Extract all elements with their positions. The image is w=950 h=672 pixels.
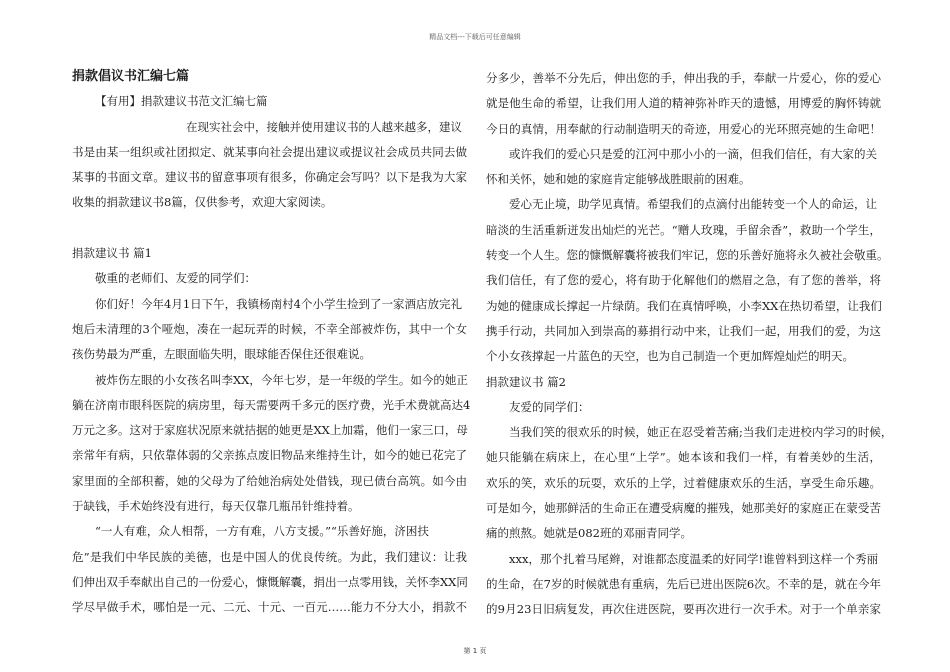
text-line: 捐款建议书 篇2 (486, 374, 566, 389)
text-line: 炮后未清理的3个哑炮，凑在一起玩弄的时候，不幸全部被炸伤，其中一个女 (72, 321, 467, 336)
text-line: 个小女孩撑起一片蓝色的天空，也为自己制造一个更加辉煌灿烂的明天。 (486, 349, 854, 364)
text-line: 转变一个人生。您的慷慨解囊将被我们牢记，您的乐善好施将永久被社会敬重。 (486, 248, 889, 263)
text-line: 的9月23日旧病复发，再次住进医院，要再次进行一次手术。对于一个单亲家 (486, 602, 881, 617)
text-line: 携手行动，共同加入到崇高的募捐行动中来，让我们一起，用我们的爱，为这 (486, 323, 881, 338)
text-line: 被炸伤左眼的小女孩名叫李XX，今年七岁，是一年级的学生。如今的她正 (95, 372, 468, 387)
text-line: 家里面的全部积蓄，她的父母为了给她治病处处借钱，现已债台高筑。如今由 (72, 473, 467, 488)
text-line: 学尽早做手术，哪怕是一元、二元、十元、一百元……能力不分大小，捐款不 (72, 600, 467, 615)
page-header: 精品文档---下载后可任意编辑 (429, 33, 521, 41)
text-line: 当我们笑的很欢乐的时候，她正在忍受着苦痛;当我们走进校内学习的时候， (509, 425, 893, 440)
text-line: 就是他生命的希望，让我们用人道的精神弥补昨天的遗憾，用博爱的胸怀铸就 (486, 96, 881, 111)
text-line: 们伸出双手奉献出自己的一份爱心，慷慨解囊，捐出一点零用钱，关怀李XX同 (72, 574, 468, 589)
text-line: 欢乐的笑，欢乐的玩耍，欢乐的上学，过着健康欢乐的生活，享受生命乐趣。 (486, 475, 881, 490)
text-line: 某事的书面文章。建议书的留意事项有很多，你确定会写吗？以下是我为大家 (72, 170, 467, 185)
text-line: 孩伤势最为严重，左眼面临失明，眼球能否保住还很难说。 (72, 347, 371, 362)
text-line: 今日的真情，用奉献的行动制造明天的奇迹，用爱心的光环照亮她的生命吧！ (486, 121, 881, 136)
text-line: 我们信任，有了您的爱心，将有助于化解他们的燃眉之急，有了您的善举，将 (486, 273, 881, 288)
text-line: 万元之多。这对于家庭状况原来就拮据的她更是XX上加霜，他们一家三口，母 (72, 423, 468, 438)
text-line: 可是如今，她那鲜活的生命正在遭受病魔的摧残，她那美好的家庭正在蒙受苦 (486, 501, 881, 516)
text-line: “一人有难，众人相帮，一方有难，八方支援。”“乐善好施，济困扶 (95, 524, 429, 539)
text-line: 书是由某一组织或社团拟定、就某事向社会提出建议或提议社会成员共同去做 (72, 144, 467, 159)
text-line: 收集的捐款建议书8篇，仅供参考，欢迎大家阅读。 (72, 195, 333, 210)
text-line: xxx，那个扎着马尾辫，对谁都态度温柔的好同学!谁曾料到这样一个秀丽 (509, 551, 879, 566)
text-line: 于缺钱，手术始终没有进行，每天仅靠几瓶吊针维持着。 (72, 499, 360, 514)
text-line: 躺在济南市眼科医院的病房里，每天需要两千多元的医疗费，光手术费就高达4 (72, 397, 471, 412)
text-line: 痛的煎熬。她就是082班的邓丽青同学。 (486, 526, 692, 541)
text-line: 分多少，善举不分先后，伸出您的手，伸出我的手，奉献一片爱心，你的爱心 (486, 71, 881, 85)
text-line: 暗淡的生活重新迸发出灿烂的光芒。“赠人玫瑰，手留余香”，救助一个学生， (486, 222, 881, 237)
text-line: 的生命，在7岁的时候就患有重病，先后已进出医院6次。不幸的是，就在今年 (486, 576, 881, 591)
page-footer: 第 1 页 (463, 647, 487, 655)
text-line: 捐款建议书 篇1 (72, 246, 152, 261)
text-line: 在现实社会中，接触并使用建议书的人越来越多，建议 (186, 119, 462, 134)
text-line: 爱心无止境，助学见真情。希望我们的点滴付出能转变一个人的命运，让 (509, 197, 877, 212)
text-line: 危”是我们中华民族的美德，也是中国人的优良传统。为此，我们建议：让我 (72, 549, 467, 564)
text-line: 亲常年有病，只依靠体弱的父亲拣点废旧物品来维持生计，如今的她已花完了 (72, 448, 467, 463)
text-line: 你们好！今年4月1日下午，我镇杨南村4个小学生捡到了一家酒店放完礼 (95, 296, 462, 311)
text-line: 或许我们的爱心只是爱的江河中那小小的一滴，但我们信任，有大家的关 (509, 146, 877, 161)
text-line: 敬重的老师们、友爱的同学们： (95, 271, 256, 286)
text-line: 怀和关怀，她和她的家庭肯定能够战胜眼前的困难。 (486, 172, 751, 187)
text-line: 【有用】捐款建议书范文汇编七篇 (95, 94, 268, 109)
text-line (72, 216, 467, 241)
text-line: 友爱的同学们： (509, 399, 590, 414)
left-column (72, 64, 471, 621)
document-title: 捐款倡议书汇编七篇 (72, 69, 190, 84)
text-line: 为她的健康成长撑起一片绿荫。我们在真情呼唤，小李XX在热切希望，让我们 (486, 298, 882, 313)
right-column (486, 66, 893, 623)
text-line: 她只能躺在病床上，在心里“上学”。她本该和我们一样，有着美妙的生活， (486, 450, 881, 465)
